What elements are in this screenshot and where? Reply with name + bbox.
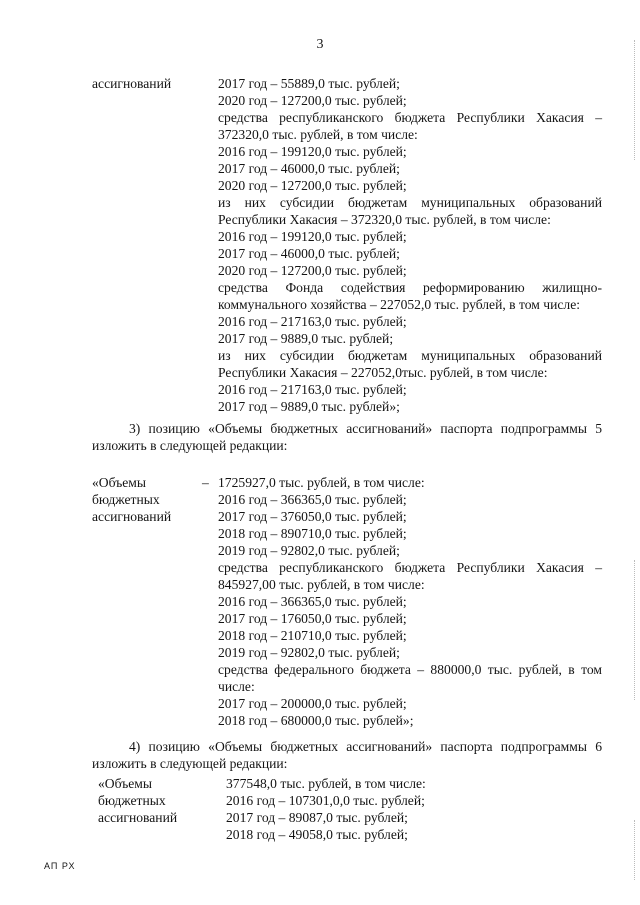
text-line: 2018 год – 890710,0 тыс. рублей; — [218, 526, 407, 541]
text-line: 845927,00 тыс. рублей, в том числе: — [218, 577, 425, 592]
text-line: из них субсидии бюджетам муниципальных образований — [218, 195, 602, 210]
text-line: 2020 год – 127200,0 тыс. рублей; — [218, 93, 407, 108]
footer-mark: АП РХ — [44, 861, 76, 871]
scan-edge-mark — [634, 40, 636, 160]
text-line: 2016 год – 217163,0 тыс. рублей; — [218, 382, 407, 397]
budget-block-3 — [92, 775, 602, 843]
text-line: 372320,0 тыс. рублей, в том числе: — [218, 127, 418, 142]
budget-block-1 — [92, 75, 602, 415]
label-line: ассигнований — [92, 509, 172, 524]
text-line: 2016 год – 366365,0 тыс. рублей; — [218, 594, 407, 609]
label-line: ассигнований — [98, 810, 178, 825]
text-line: 2016 год – 107301,0,0 тыс. рублей; — [226, 793, 425, 808]
scan-edge-mark — [634, 820, 636, 880]
text-line: коммунального хозяйства – 227052,0 тыс. рублей, в том числе: — [218, 297, 581, 312]
text-line: 2016 год – 199120,0 тыс. рублей; — [218, 229, 407, 244]
text-line: 2016 год – 199120,0 тыс. рублей; — [218, 144, 407, 159]
page-number: 3 — [316, 37, 324, 52]
text-line: 2017 год – 9889,0 тыс. рублей»; — [218, 399, 400, 414]
text-line: 2017 год – 46000,0 тыс. рублей; — [218, 246, 400, 261]
text-line: средства республиканского бюджета Республики Хакасия – — [218, 560, 602, 575]
block2-lines — [218, 474, 602, 729]
paragraph-3 — [92, 420, 602, 454]
text-line: 2017 год – 9889,0 тыс. рублей; — [218, 331, 394, 346]
text-line: числе: — [218, 679, 255, 694]
paragraph-3-line-2: изложить в следующей редакции: — [92, 438, 288, 453]
block2-label — [92, 474, 218, 729]
label-line: бюджетных — [98, 793, 166, 808]
text-line: 377548,0 тыс. рублей, в том числе: — [226, 776, 426, 791]
scan-edge-mark — [634, 560, 636, 700]
text-line: Республики Хакасия – 227052,0тыс. рублей, в том числе: — [218, 365, 548, 380]
text-line: из них субсидии бюджетам муниципальных образований — [218, 348, 602, 363]
text-line: 2018 год – 680000,0 тыс. рублей»; — [218, 713, 414, 728]
text-line: средства Фонда содействия реформированию жилищно- — [218, 280, 602, 295]
text-line: 2016 год – 366365,0 тыс. рублей; — [218, 492, 407, 507]
paragraph-4-line-1: 4) позицию «Объемы бюджетных ассигнований» паспорта подпрограммы 6 — [129, 739, 602, 754]
text-line: 1725927,0 тыс. рублей, в том числе: — [218, 475, 425, 490]
text-line: 2017 год – 89087,0 тыс. рублей; — [226, 810, 408, 825]
block1-label — [92, 75, 218, 415]
label-line: ассигнований — [92, 76, 172, 91]
label-line: «Объемы — [92, 475, 146, 490]
text-line: средства федерального бюджета – 880000,0 тыс. рублей, в том — [218, 662, 602, 677]
paragraph-4-line-2: изложить в следующей редакции: — [92, 756, 288, 771]
dash-symbol: – — [202, 475, 209, 490]
text-line: 2019 год – 92802,0 тыс. рублей; — [218, 645, 400, 660]
block1-lines — [218, 75, 602, 415]
budget-block-2 — [92, 474, 602, 729]
text-line: Республики Хакасия – 372320,0 тыс. рублей, в том числе: — [218, 212, 551, 227]
text-line: 2017 год – 376050,0 тыс. рублей; — [218, 509, 407, 524]
label-line: «Объемы — [98, 776, 152, 791]
text-line: 2020 год – 127200,0 тыс. рублей; — [218, 178, 407, 193]
paragraph-4 — [92, 738, 602, 772]
text-line: 2020 год – 127200,0 тыс. рублей; — [218, 263, 407, 278]
text-line: 2019 год – 92802,0 тыс. рублей; — [218, 543, 400, 558]
text-line: 2017 год – 55889,0 тыс. рублей; — [218, 76, 400, 91]
block3-label — [92, 775, 218, 843]
block3-lines — [218, 775, 602, 843]
text-line: 2018 год – 49058,0 тыс. рублей; — [226, 827, 408, 842]
label-line: бюджетных — [92, 492, 160, 507]
paragraph-3-line-1: 3) позицию «Объемы бюджетных ассигнований» паспорта подпрограммы 5 — [129, 421, 602, 436]
text-line: 2017 год – 176050,0 тыс. рублей; — [218, 611, 407, 626]
text-line: 2017 год – 46000,0 тыс. рублей; — [218, 161, 400, 176]
text-line: 2016 год – 217163,0 тыс. рублей; — [218, 314, 407, 329]
text-line: средства республиканского бюджета Республики Хакасия – — [218, 110, 602, 125]
text-line: 2017 год – 200000,0 тыс. рублей; — [218, 696, 407, 711]
text-line: 2018 год – 210710,0 тыс. рублей; — [218, 628, 407, 643]
